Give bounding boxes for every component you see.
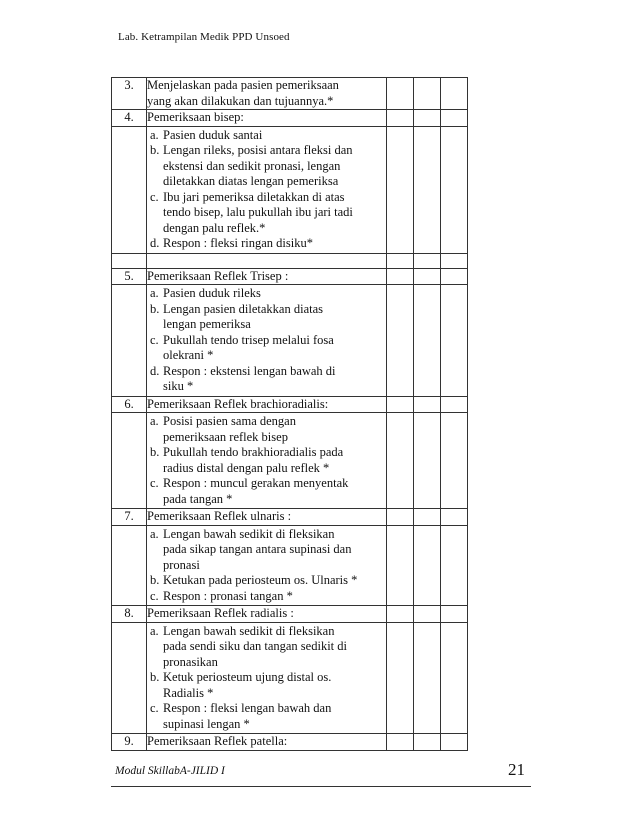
- check-box-cell[interactable]: [387, 622, 414, 734]
- item-label: c.: [150, 476, 159, 490]
- item-label: c.: [150, 332, 159, 347]
- item-text: [163, 589, 386, 605]
- list-item: [150, 364, 386, 395]
- check-box-cell[interactable]: [414, 396, 441, 413]
- running-header: Lab. Ketrampilan Medik PPD Unsoed: [118, 31, 290, 43]
- page-number: 21: [508, 760, 525, 779]
- check-box-cell[interactable]: [441, 509, 468, 526]
- step-title-line: Pemeriksaan bisep:: [147, 110, 244, 124]
- list-item: [150, 286, 386, 302]
- list-item: [150, 624, 386, 671]
- check-box-cell[interactable]: [414, 285, 441, 397]
- list-item: [150, 333, 386, 364]
- step-title-line: Pemeriksaan Reflek Trisep :: [147, 268, 289, 283]
- table-row-subitems: [112, 622, 468, 734]
- table-row: [112, 110, 468, 127]
- check-box-cell[interactable]: [441, 525, 468, 606]
- check-box-cell[interactable]: [387, 413, 414, 509]
- item-line: Ketuk periosteum ujung distal os.: [163, 670, 332, 684]
- check-box-cell[interactable]: [387, 285, 414, 397]
- item-line: olekrani *: [163, 348, 214, 362]
- table-row: [112, 78, 468, 110]
- sub-item-list: [147, 622, 387, 734]
- check-box-cell[interactable]: [414, 622, 441, 734]
- check-box-cell[interactable]: [387, 396, 414, 413]
- item-label: d.: [150, 363, 160, 378]
- item-text: [163, 128, 386, 144]
- item-text: [163, 143, 386, 190]
- item-line: Respon : fleksi lengan bawah dan: [163, 701, 332, 715]
- item-line: Respon : pronasi tangan *: [163, 588, 293, 603]
- step-number: 6.: [112, 396, 147, 413]
- step-title-line: Pemeriksaan Reflek ulnaris :: [147, 509, 292, 523]
- item-text: [163, 302, 386, 333]
- item-line: Posisi pasien sama dengan: [163, 414, 296, 428]
- empty-number-cell: [112, 525, 147, 606]
- blank-row: [112, 253, 468, 268]
- item-line: Ketukan pada periosteum os. Ulnaris *: [163, 573, 358, 587]
- check-box-cell[interactable]: [441, 253, 468, 268]
- item-text: [163, 624, 386, 671]
- sub-item-list: [147, 126, 387, 253]
- item-line: ekstensi dan sedikit pronasi, lengan: [163, 158, 341, 173]
- step-number: 4.: [112, 110, 147, 127]
- check-box-cell[interactable]: [414, 525, 441, 606]
- item-label: c.: [150, 189, 159, 204]
- check-box-cell[interactable]: [414, 110, 441, 127]
- table-row: [112, 396, 468, 413]
- item-text: [163, 476, 386, 507]
- item-text: [163, 414, 386, 445]
- step-title: [147, 110, 387, 127]
- table-row-subitems: [112, 413, 468, 509]
- step-title: [147, 268, 387, 285]
- check-box-cell[interactable]: [441, 268, 468, 285]
- item-label: a.: [150, 526, 159, 541]
- item-line: supinasi lengan *: [163, 716, 250, 731]
- check-box-cell[interactable]: [387, 268, 414, 285]
- item-line: Respon : ekstensi lengan bawah di: [163, 363, 336, 378]
- check-box-cell[interactable]: [441, 396, 468, 413]
- step-title: [147, 606, 387, 623]
- item-label: d.: [150, 236, 160, 250]
- table-row: [112, 734, 468, 751]
- check-box-cell[interactable]: [441, 78, 468, 110]
- item-line: Ibu jari pemeriksa diletakkan di atas: [163, 189, 345, 204]
- list-item: [150, 573, 386, 589]
- item-label: c.: [150, 588, 159, 603]
- item-line: siku *: [163, 379, 194, 393]
- item-line: Respon : fleksi ringan disiku*: [163, 236, 313, 250]
- table-row: [112, 509, 468, 526]
- item-label: a.: [150, 286, 159, 300]
- check-box-cell[interactable]: [441, 110, 468, 127]
- list-item: [150, 128, 386, 144]
- step-title: [147, 78, 387, 110]
- item-line: Pasien duduk santai: [163, 127, 263, 142]
- step-title: [147, 509, 387, 526]
- check-box-cell[interactable]: [441, 606, 468, 623]
- check-box-cell[interactable]: [441, 126, 468, 253]
- item-line: pemeriksaan reflek bisep: [163, 429, 288, 444]
- check-box-cell[interactable]: [387, 253, 414, 268]
- check-box-cell[interactable]: [387, 606, 414, 623]
- item-label: a.: [150, 127, 159, 142]
- sub-item-list: [147, 285, 387, 397]
- sub-item-list: [147, 525, 387, 606]
- item-line: Pukullah tendo trisep melalui fosa: [163, 332, 334, 347]
- item-line: Radialis *: [163, 685, 214, 700]
- check-box-cell[interactable]: [387, 734, 414, 751]
- item-line: Lengan bawah sedikit di fleksikan: [163, 623, 335, 638]
- empty-number-cell: [112, 126, 147, 253]
- list-item: [150, 414, 386, 445]
- list-item: [150, 445, 386, 476]
- list-item: [150, 476, 386, 507]
- item-line: diletakkan diatas lengan pemeriksa: [163, 174, 339, 188]
- item-line: pada tangan *: [163, 491, 233, 506]
- check-box-cell[interactable]: [414, 606, 441, 623]
- step-number: 7.: [112, 509, 147, 526]
- step-title-line: Pemeriksaan Reflek brachioradialis:: [147, 396, 329, 411]
- item-line: Respon : muncul gerakan menyentak: [163, 476, 349, 490]
- step-title: [147, 396, 387, 413]
- item-line: Lengan pasien diletakkan diatas: [163, 301, 324, 316]
- check-box-cell[interactable]: [441, 622, 468, 734]
- item-text: [163, 364, 386, 395]
- check-box-cell[interactable]: [414, 253, 441, 268]
- check-box-cell[interactable]: [414, 413, 441, 509]
- list-item: [150, 143, 386, 190]
- item-text: [163, 670, 386, 701]
- check-box-cell[interactable]: [441, 413, 468, 509]
- item-text: [163, 286, 386, 302]
- check-box-cell[interactable]: [441, 285, 468, 397]
- list-item: [150, 190, 386, 237]
- item-label: a.: [150, 623, 159, 638]
- item-line: pronasikan: [163, 654, 218, 669]
- check-box-cell[interactable]: [414, 509, 441, 526]
- empty-cell: [112, 253, 147, 268]
- empty-cell: [147, 253, 387, 268]
- item-line: pada sikap tangan antara supinasi dan: [163, 542, 352, 556]
- item-text: [163, 333, 386, 364]
- item-label: b.: [150, 143, 160, 157]
- check-box-cell[interactable]: [387, 110, 414, 127]
- item-text: [163, 527, 386, 574]
- list-item: [150, 670, 386, 701]
- table-row-subitems: [112, 285, 468, 397]
- footer-rule: [111, 786, 531, 787]
- table-row: [112, 268, 468, 285]
- list-item: [150, 527, 386, 574]
- check-box-cell[interactable]: [387, 126, 414, 253]
- item-text: [163, 701, 386, 732]
- item-label: c.: [150, 701, 159, 715]
- step-title: [147, 734, 387, 751]
- step-number: 8.: [112, 606, 147, 623]
- item-label: b.: [150, 670, 160, 684]
- check-box-cell[interactable]: [414, 268, 441, 285]
- step-title-line: Pemeriksaan Reflek radialis :: [147, 606, 294, 620]
- step-title-line: Menjelaskan pada pasien pemeriksaan: [147, 78, 339, 92]
- item-text: [163, 236, 386, 252]
- step-number: 5.: [112, 268, 147, 285]
- item-text: [163, 445, 386, 476]
- step-title-line: yang akan dilakukan dan tujuannya.*: [147, 93, 334, 108]
- empty-number-cell: [112, 413, 147, 509]
- table-row-subitems: [112, 525, 468, 606]
- item-label: b.: [150, 301, 160, 316]
- item-line: lengan pemeriksa: [163, 317, 251, 331]
- step-title-line: Pemeriksaan Reflek patella:: [147, 734, 288, 748]
- list-item: [150, 589, 386, 605]
- item-line: pada sendi siku dan tangan sedikit di: [163, 639, 347, 653]
- item-label: a.: [150, 414, 159, 428]
- module-title: Modul SkillabA-JILID I: [115, 765, 225, 777]
- check-box-cell[interactable]: [387, 78, 414, 110]
- empty-number-cell: [112, 285, 147, 397]
- item-line: Pukullah tendo brakhioradialis pada: [163, 445, 344, 459]
- item-line: Lengan rileks, posisi antara fleksi dan: [163, 143, 353, 157]
- item-line: Lengan bawah sedikit di fleksikan: [163, 526, 335, 541]
- table-row-subitems: [112, 126, 468, 253]
- empty-number-cell: [112, 622, 147, 734]
- sub-item-list: [147, 413, 387, 509]
- list-item: [150, 302, 386, 333]
- list-item: [150, 701, 386, 732]
- item-line: radius distal dengan palu reflek *: [163, 460, 330, 475]
- item-text: [163, 190, 386, 237]
- list-item: [150, 236, 386, 252]
- check-box-cell[interactable]: [414, 126, 441, 253]
- item-label: b.: [150, 445, 160, 459]
- step-number: 3.: [112, 78, 147, 110]
- item-line: pronasi: [163, 557, 200, 572]
- item-line: Pasien duduk rileks: [163, 286, 261, 300]
- item-line: tendo bisep, lalu pukullah ibu jari tadi: [163, 205, 353, 219]
- check-box-cell[interactable]: [387, 525, 414, 606]
- check-box-cell[interactable]: [441, 734, 468, 751]
- check-box-cell[interactable]: [414, 734, 441, 751]
- item-line: dengan palu reflek.*: [163, 220, 266, 235]
- step-number: 9.: [112, 734, 147, 751]
- item-text: [163, 573, 386, 589]
- item-label: b.: [150, 573, 160, 587]
- check-box-cell[interactable]: [387, 509, 414, 526]
- checklist-table: [111, 77, 468, 751]
- table-row: [112, 606, 468, 623]
- check-box-cell[interactable]: [414, 78, 441, 110]
